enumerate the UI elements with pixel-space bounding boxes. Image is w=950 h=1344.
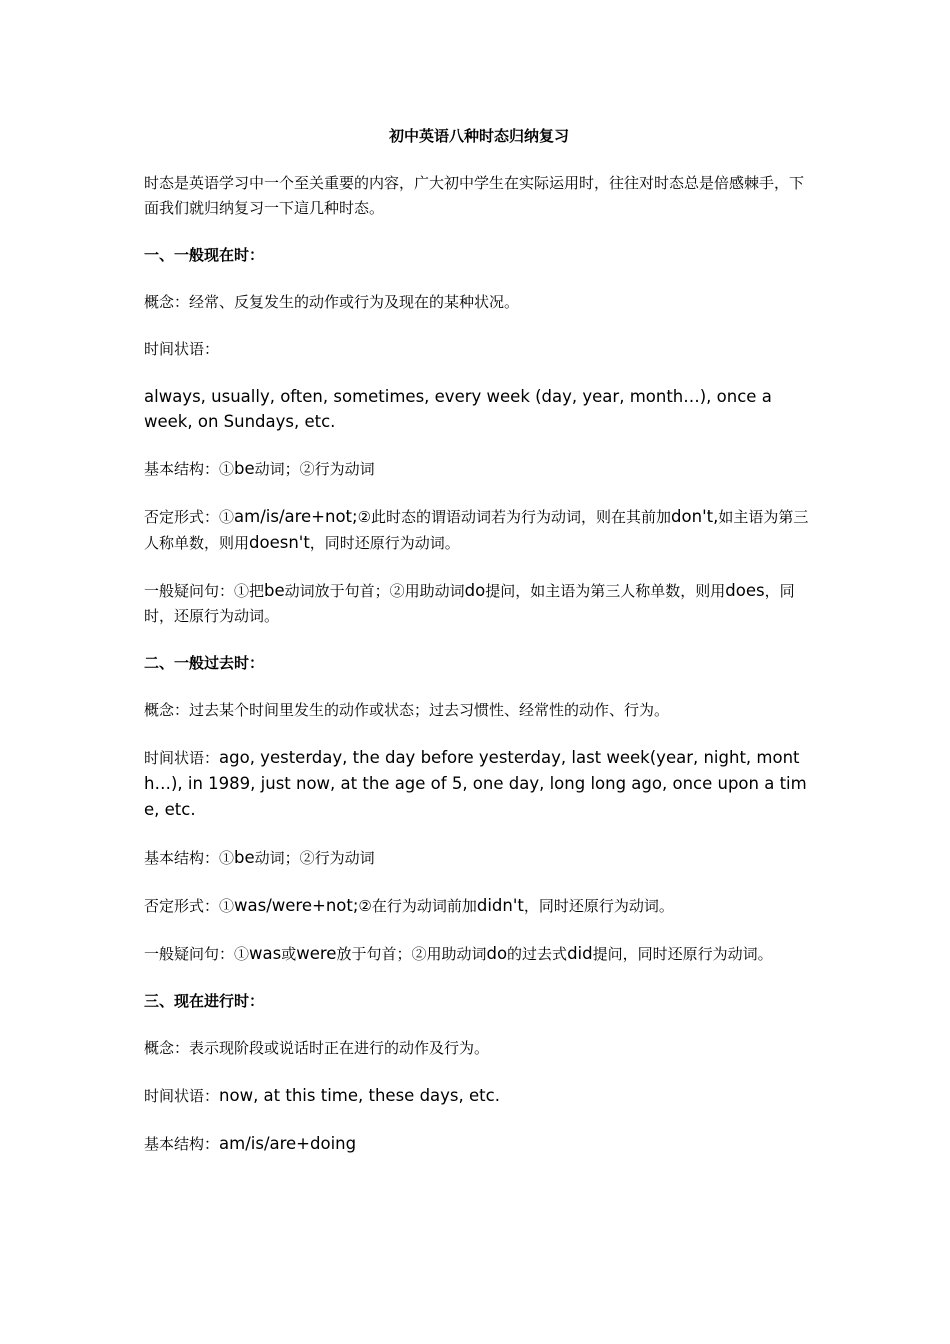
question-simple-past: 一般疑问句：①was或were放于句首；②用助动词do的过去式did提问，同时还原行为动词。: [144, 944, 773, 963]
structure-simple-past: 基本结构：①be动词；②行为动词: [144, 848, 375, 867]
time-label-simple-present: 时间状语：: [144, 340, 220, 358]
question-simple-present: 一般疑问句：①把be动词放于句首；②用助动词do提问，如主语为第三人称单数，则用does，同时，还原行为动词。: [144, 581, 795, 625]
time-words-simple-present: always, usually, often, sometimes, every week (day, year, month…), once a week, on Sundays, etc.: [144, 387, 772, 431]
time-present-continuous: 时间状语：now, at this time, these days, etc.: [144, 1086, 500, 1105]
concept-simple-past: 概念：过去某个时间里发生的动作或状态；过去习惯性、经常性的动作、行为。: [144, 701, 670, 719]
section-heading-simple-past: 二、一般过去时：: [144, 654, 265, 672]
section-heading-present-continuous: 三、现在进行时：: [144, 992, 265, 1010]
structure-present-continuous: 基本结构：am/is/are+doing: [144, 1134, 357, 1153]
concept-present-continuous: 概念：表示现阶段或说话时正在进行的动作及行为。: [144, 1039, 490, 1057]
structure-simple-present: 基本结构：①be动词；②行为动词: [144, 459, 375, 478]
concept-simple-present: 概念：经常、反复发生的动作或行为及现在的某种状况。: [144, 293, 520, 311]
negative-simple-past: 否定形式：①was/were+not;②在行为动词前加didn't，同时还原行为动词。: [144, 896, 674, 915]
section-heading-simple-present: 一、一般现在时：: [144, 246, 265, 264]
time-simple-past: 时间状语：ago, yesterday, the day before yesterday, last week(year, night, month…), in 1989, just now, at the age of 5, one day, long long ago, once upon a time, etc.: [144, 748, 807, 819]
document-title: 初中英语八种时态归纳复习: [388, 127, 569, 145]
intro-paragraph: 时态是英语学习中一个至关重要的内容，广大初中学生在实际运用时，往往对时态总是倍感棘手，下面我们就归纳复习一下這几种时态。: [144, 174, 805, 217]
negative-simple-present: 否定形式：①am/is/are+not;②此时态的谓语动词若为行为动词，则在其前加don't,如主语为第三人称单数，则用doesn't，同时还原行为动词。: [144, 507, 809, 552]
document-page: [144, 124, 814, 1179]
